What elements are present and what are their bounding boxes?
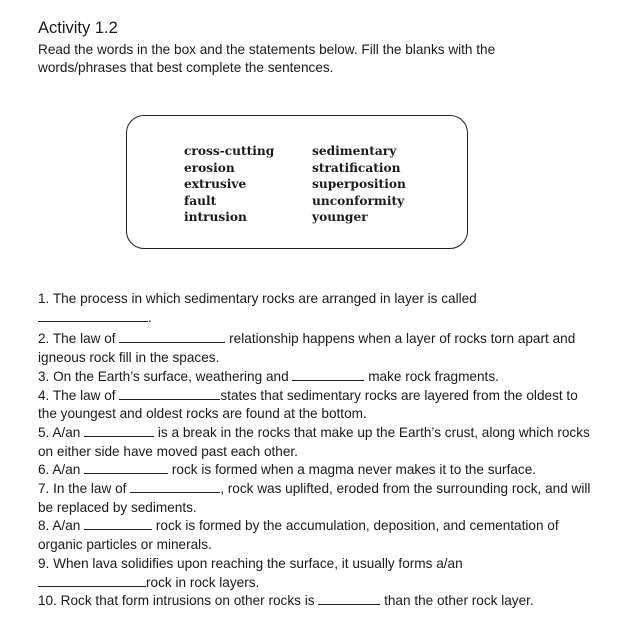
answer-blank-4[interactable] xyxy=(119,387,220,400)
statement-text: 4. The law of xyxy=(38,387,116,403)
statement-5 xyxy=(38,424,598,461)
answer-blank-3[interactable] xyxy=(292,368,364,381)
statement-text: 1. The process in which sedimentary rocks are arranged in layer is called xyxy=(38,291,477,306)
word-option: superposition xyxy=(312,177,406,192)
statement-text: 7. In the law of xyxy=(38,481,127,497)
word-option: cross-cutting xyxy=(184,144,275,158)
word-option: fault xyxy=(184,193,217,208)
statement-text: relationship happens when a layer of rocks torn apart and igneous rock fill in the spaces. xyxy=(38,331,576,366)
word-box xyxy=(126,115,468,249)
answer-blank-9[interactable] xyxy=(38,574,146,587)
answer-blank-7[interactable] xyxy=(130,480,220,493)
activity-instructions: Read the words in the box and the statements below. Fill the blanks with the words/phrases that best complete the sentences. xyxy=(38,42,496,75)
word-box-column-2 xyxy=(312,143,406,226)
word-option: younger xyxy=(312,210,368,225)
statement-text: 9. When lava solidifies upon reaching the surface, it usually forms a/an xyxy=(38,555,463,571)
statement-6 xyxy=(38,461,598,480)
statement-text: 8. A/an xyxy=(38,518,81,534)
word-box-column-1 xyxy=(184,143,274,226)
statement-text: 3. On the Earth’s surface, weathering and xyxy=(38,368,289,384)
answer-blank-10[interactable] xyxy=(318,592,380,605)
statement-text: 5. A/an xyxy=(38,424,81,440)
statement-text: . xyxy=(148,309,152,325)
word-option: extrusive xyxy=(184,177,247,192)
statement-8 xyxy=(38,517,598,554)
statement-text: rock in rock layers. xyxy=(146,574,260,590)
statement-text: rock is formed by the accumulation, deposition, and cementation of organic particles or minerals. xyxy=(38,518,559,553)
statement-text: rock is formed when a magma never makes it to the surface. xyxy=(171,462,537,478)
word-option: unconformity xyxy=(312,193,405,208)
statement-10 xyxy=(38,592,598,611)
statement-7 xyxy=(38,480,598,517)
answer-blank-8[interactable] xyxy=(84,517,152,530)
answer-blank-6[interactable] xyxy=(84,461,168,474)
statement-text: than the other rock layer. xyxy=(384,593,534,609)
word-option: stratification xyxy=(312,160,401,175)
activity-title: Activity 1.2 xyxy=(38,19,118,37)
answer-blank-5[interactable] xyxy=(84,424,154,437)
statement-list xyxy=(38,290,598,611)
statement-2 xyxy=(38,330,598,367)
statement-text: 2. The law of xyxy=(38,331,116,347)
statement-4 xyxy=(38,387,598,424)
statement-text: make rock fragments. xyxy=(368,368,499,384)
answer-blank-1[interactable] xyxy=(38,309,148,322)
statement-3 xyxy=(38,368,598,387)
word-option: intrusion xyxy=(184,210,247,225)
statement-text: 6. A/an xyxy=(38,462,81,478)
statement-text: states that sedimentary rocks are layered from the oldest to the youngest and oldest rocks are found at the bottom. xyxy=(38,387,578,422)
statement-text: , rock was uplifted, eroded from the surrounding rock, and will be replaced by sediments. xyxy=(38,481,591,515)
statement-1 xyxy=(38,290,598,327)
word-option: erosion xyxy=(184,160,235,175)
word-option: sedimentary xyxy=(312,144,397,158)
statement-text: is a break in the rocks that make up the Earth’s crust, along which rocks on either side have moved past each other. xyxy=(38,424,590,459)
statement-text: 10. Rock that form intrusions on other rocks is xyxy=(38,593,315,609)
answer-blank-2[interactable] xyxy=(119,330,225,343)
statement-9 xyxy=(38,555,598,592)
